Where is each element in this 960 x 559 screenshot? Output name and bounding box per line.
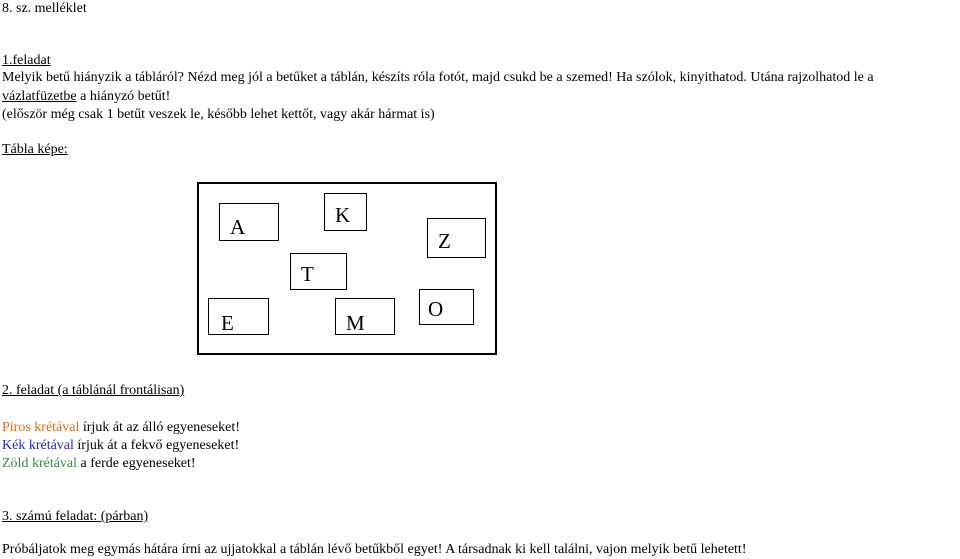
task1-instruction-line1: Melyik betű hiányzik a tábláról? Nézd meg jól a betűket a táblán, készíts róla fotót, majd csukd be a szemed! Ha szólok, kinyithatod. Utána rajzolhatod le a (2, 70, 874, 85)
letter-a: A (230, 215, 246, 239)
vazlatfuzet-link: vázlatfüzetbe (2, 89, 77, 104)
red-chalk-text: írjuk át az álló egyeneseket! (79, 420, 240, 435)
board-label: Tábla képe: (2, 142, 68, 157)
letter-z: Z (438, 229, 451, 253)
blue-chalk-label: Kék krétával (2, 438, 74, 453)
task1-instruction-line2 (2, 88, 170, 105)
letter-card-m (335, 298, 395, 335)
letter-e: E (221, 311, 234, 335)
task2-heading: 2. feladat (a táblánál frontálisan) (2, 383, 185, 398)
green-chalk-label: Zöld krétával (2, 456, 78, 471)
letter-board (197, 182, 497, 355)
green-chalk-text: a ferde egyeneseket! (77, 456, 196, 471)
letter-card-z (427, 218, 486, 258)
letter-card-a (219, 203, 279, 241)
letter-m: M (346, 311, 365, 335)
letter-o: O (428, 297, 444, 321)
blue-chalk-text: írjuk át a fekvő egyeneseket! (73, 438, 240, 453)
letter-card-t (290, 253, 347, 290)
task1-note: (először még csak 1 betűt veszek le, később lehet kettőt, vagy akár hármat is) (2, 107, 435, 122)
letter-card-k (324, 193, 367, 231)
document-title: 8. sz. melléklet (2, 1, 87, 16)
task3-heading: 3. számú feladat: (párban) (2, 509, 149, 524)
instruction-red (2, 419, 240, 436)
instruction-blue (2, 437, 239, 454)
letter-card-o (419, 289, 474, 325)
task1-heading: 1.feladat (2, 53, 51, 68)
task1-line2-rest: a hiányzó betűt! (76, 89, 171, 104)
letter-card-e (208, 298, 269, 335)
letter-t: T (301, 262, 314, 286)
letter-k: K (335, 203, 351, 227)
instruction-green (2, 455, 196, 472)
red-chalk-label: Piros krétával (2, 420, 80, 435)
task3-text: Próbáljatok meg egymás hátára írni az ujjatokkal a táblán lévő betűkből egyet! A társadnak ki kell találni, vajon melyik betű lehetett! (2, 542, 747, 557)
